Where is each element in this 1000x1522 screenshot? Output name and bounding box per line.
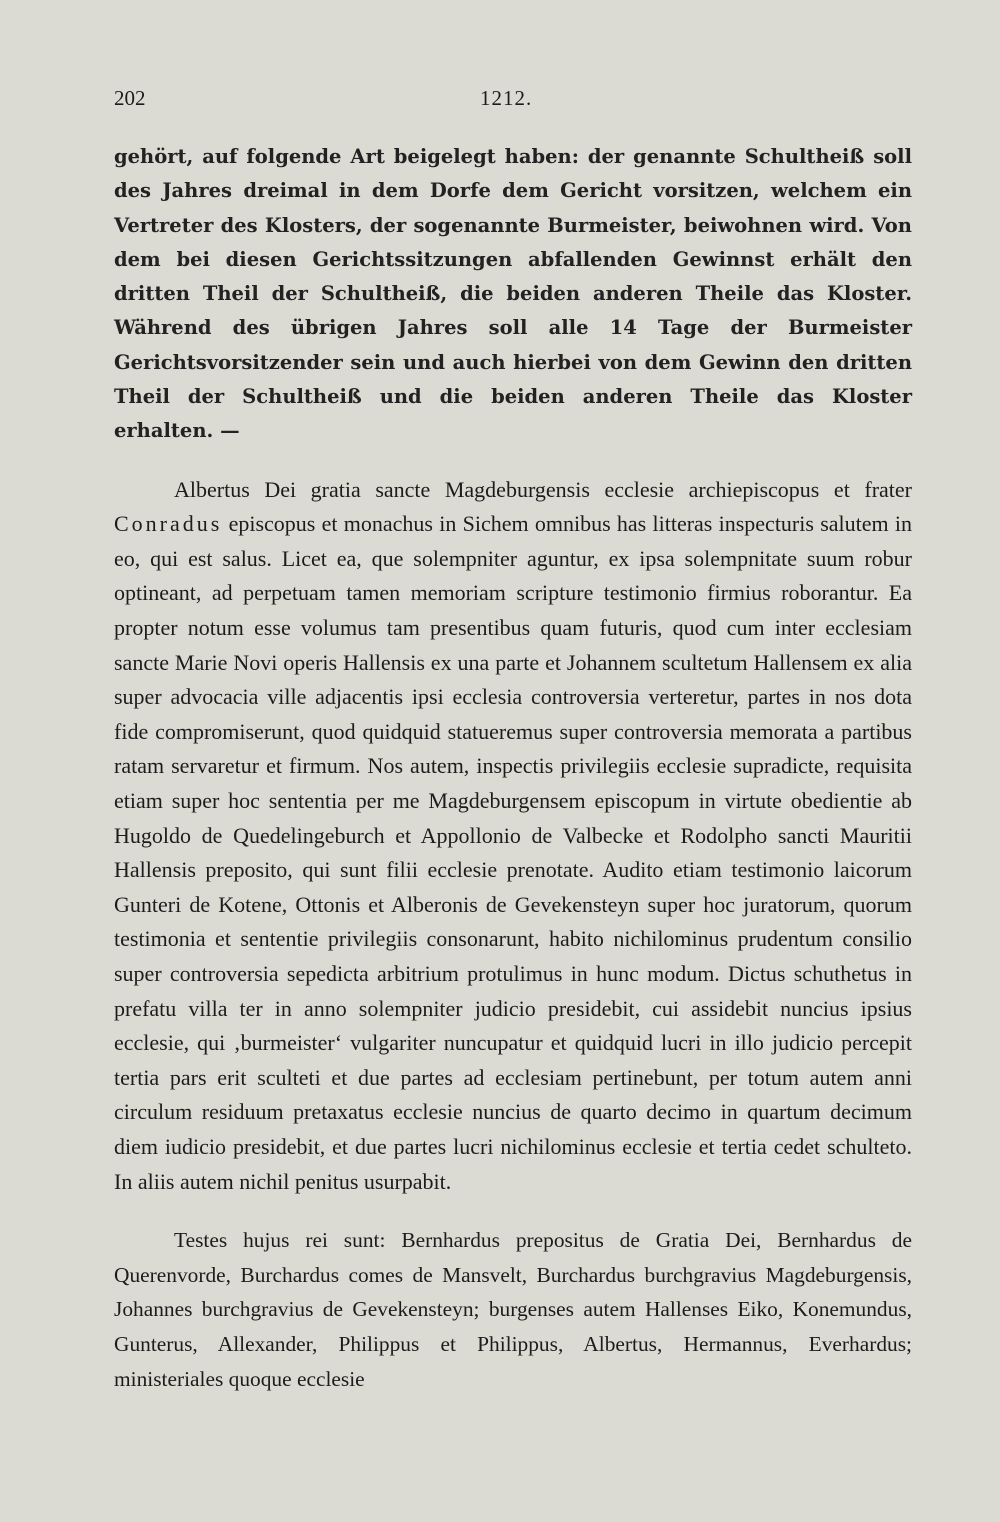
latin-charter-paragraph [114, 473, 912, 1199]
spaced-name-conradus: Conradus [114, 511, 223, 537]
page-number: 202 [114, 86, 146, 110]
latin-text-part-1: Albertus Dei gratia sancte Magdeburgensis ecclesie archiepiscopus et frater [174, 476, 912, 502]
latin-text-part-2: episcopus et monachus in Sichem omnibus has litteras inspecturis salutem in eo, qui est salus. Licet ea, que solempniter aguntur, ex ipsa solempnitate suum robur optineant, ad perpetuam tamen memoriam scripture testimonio firmius roborantur. Ea propter notum esse volumus tam presentibus quam futuris, quod cum inter ecclesiam sancte Marie Novi operis Hallensis ex una parte et Johannem scultetum Hallensem ex alia super advocacia ville adjacentis ipsi ecclesia controversia verteretur, partes in nos dota fide compromiserunt, quod quidquid statueremus super controversia memorata a partibus ratam servaretur et firmum. Nos autem, inspectis privilegiis ecclesie supradicte, requisita etiam super hoc sententia per me Magdeburgensem episcopum in virtute obedientie ab Hugoldo de Quedelingeburch et Appollonio de Valbecke et Rodolpho sancti Mauritii Hallensis preposito, qui sunt filii ecclesie prenotate. Audito etiam testimonio laicorum Gunteri de Kotene, Ottonis et Alberonis de Gevekensteyn super hoc juratorum, quorum testimonia et sententie privilegiis consonarunt, habito nichilominus prudentum consilio super controversia sepedicta arbitrium protulimus in hunc modum. Dictus schuthetus in prefatu villa ter in anno solempniter judicio presidebit, cui assidebit nuncius ipsius ecclesie, qui ‚burmeister‘ vulgariter nuncupatur et quidquid lucri in illo judicio percepit tertia pars erit sculteti et due partes ad ecclesiam pertinebunt, per totum autem anni circulum residuum pretaxatus ecclesie nuncius de quarto decimo in quartum decimum diem iudicio presidebit, et due partes lucri nichilominus ecclesie et tertia cedet schulteto. In aliis autem nichil penitus usurpabit. [114, 511, 912, 1194]
german-summary-paragraph: gehört, auf folgende Art beigelegt haben: der genannte Schultheiß soll des Jahres dreimal in dem Dorfe dem Gericht vorsitzen, welchem ein Vertreter des Klosters, der sogenannte Burmeister, beiwohnen wird. Von dem bei diesen Gerichtssitzungen abfallenden Gewinnst erhält den dritten Theil der Schultheiß, die beiden anderen Theile das Kloster. Während des übrigen Jahres soll alle 14 Tage der Burmeister Gerichtsvorsitzender sein und auch hierbei von dem Gewinn den dritten Theil der Schultheiß und die beiden anderen Theile das Kloster erhalten. — [114, 145, 912, 443]
page-body [114, 140, 912, 1396]
witnesses-paragraph: Testes hujus rei sunt: Bernhardus prepositus de Gratia Dei, Bernhardus de Querenvorde, Burchardus comes de Mansvelt, Burchardus burchgravius Magdeburgensis, Johannes burchgravius de Gevekensteyn; burgenses autem Hallenses Eiko, Konemundus, Gunterus, Allexander, Philippus et Philippus, Albertus, Hermannus, Everhardus; ministeriales quoque ecclesie [114, 1228, 912, 1391]
page-header [114, 86, 912, 116]
running-head-year: 1212. [480, 86, 533, 110]
